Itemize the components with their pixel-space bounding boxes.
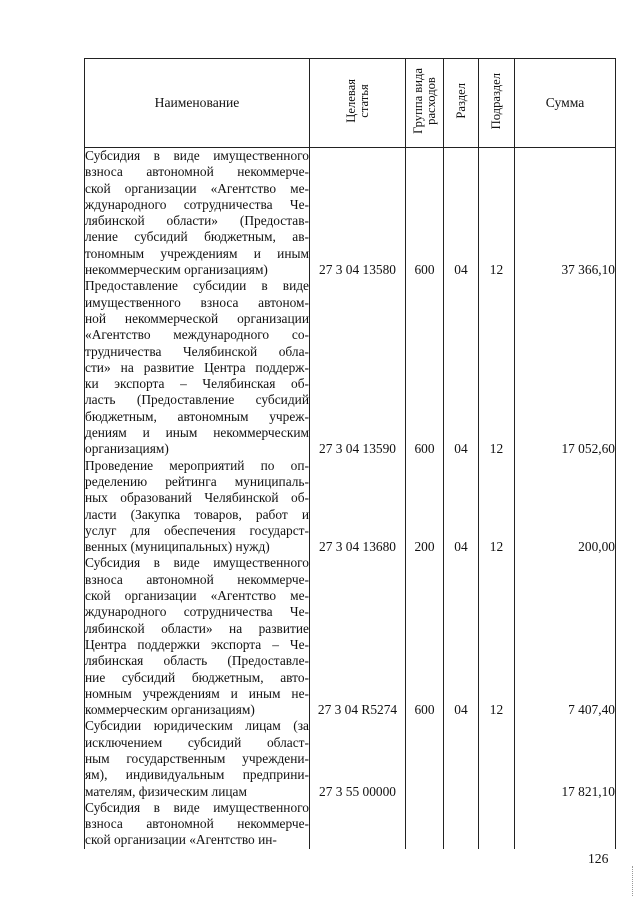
- row-name-line: организациям): [85, 441, 169, 457]
- row-name-line: взноса автономной некоммерче-: [85, 816, 309, 832]
- row-name-line: ление субсидий бюджетным, ав-: [85, 229, 309, 245]
- row-target: 27 3 04 13590: [310, 278, 406, 457]
- row-group: 600: [406, 555, 444, 718]
- scan-artifact: [632, 866, 634, 896]
- row-name-line: ки экспорта – Челябинская об-: [85, 376, 309, 392]
- row-name: [85, 800, 310, 849]
- row-name-line: ным государственным учреждени-: [85, 750, 309, 766]
- row-group: 600: [406, 278, 444, 457]
- row-name: [85, 148, 310, 279]
- table-row: [85, 278, 616, 457]
- row-subsection: [479, 800, 515, 849]
- row-name-line: взноса автономной некоммерче-: [85, 571, 309, 587]
- row-name-line: Субсидия в виде имущественного: [85, 799, 309, 815]
- row-subsection: [479, 718, 515, 799]
- row-name: [85, 555, 310, 718]
- row-name-line: Субсидия в виде имущественного: [85, 148, 309, 163]
- row-name-line: ных образований Челябинской об-: [85, 490, 309, 506]
- row-name-line: лябинской области» на развитие: [85, 620, 309, 636]
- header-target-label: Целевая статья: [343, 78, 371, 123]
- header-sum: Сумма: [515, 59, 616, 148]
- row-name-line: исключением субсидий област-: [85, 734, 309, 750]
- table-header-row: [85, 59, 616, 148]
- row-sum: 37 366,10: [515, 148, 616, 279]
- budget-table: [84, 58, 616, 849]
- row-name-line: Субсидия в виде имущественного: [85, 555, 309, 571]
- row-section: 04: [444, 555, 479, 718]
- header-target: [310, 59, 406, 148]
- header-subsection-label: Подраздел: [489, 72, 503, 130]
- row-name-line: имущественного взноса автоном-: [85, 294, 309, 310]
- row-target: 27 3 55 00000: [310, 718, 406, 799]
- header-section: [444, 59, 479, 148]
- header-group-label: Группа вида расходов: [410, 67, 438, 134]
- row-name-line: коммерческим организациям): [85, 702, 255, 718]
- row-name-line: ской организации «Агентство ме-: [85, 180, 309, 196]
- row-name-line: трудничества Челябинской обла-: [85, 343, 309, 359]
- row-name-line: тономным учреждениям и иным: [85, 245, 309, 261]
- row-name-line: лябинская область (Предоставле-: [85, 653, 309, 669]
- row-name-line: ждународного сотрудничества Че-: [85, 604, 309, 620]
- row-name-line: Предоставление субсидии в виде: [85, 278, 309, 294]
- row-name-line: взноса автономной некоммерче-: [85, 164, 309, 180]
- row-name-line: Субсидии юридическим лицам (за: [85, 718, 309, 734]
- row-target: 27 3 04 R5274: [310, 555, 406, 718]
- row-name: [85, 718, 310, 799]
- row-name-line: ределению рейтинга муниципаль-: [85, 473, 309, 489]
- header-section-label: Раздел: [453, 83, 468, 119]
- row-section: 04: [444, 148, 479, 279]
- row-name: [85, 458, 310, 556]
- table-row: [85, 800, 616, 849]
- row-target: 27 3 04 13580: [310, 148, 406, 279]
- row-subsection: 12: [479, 555, 515, 718]
- page-number: 126: [588, 851, 609, 866]
- row-name-line: номным учреждениям и иным не-: [85, 685, 309, 701]
- row-group: 200: [406, 458, 444, 556]
- row-name-line: ям), индивидуальным предприни-: [85, 767, 309, 783]
- row-name-line: бюджетным, автономным учреж-: [85, 408, 309, 424]
- row-group: [406, 718, 444, 799]
- row-group: [406, 800, 444, 849]
- row-name: [85, 278, 310, 457]
- row-subsection: 12: [479, 458, 515, 556]
- header-name: Наименование: [85, 59, 310, 148]
- table-row: [85, 718, 616, 799]
- row-name-line: услуг для обеспечения государст-: [85, 522, 309, 538]
- row-name-line: некоммерческим организациям): [85, 262, 268, 278]
- row-sum: 7 407,40: [515, 555, 616, 718]
- row-name-line: ласть (Предоставление субсидий: [85, 392, 309, 408]
- row-name-line: «Агентство международного со-: [85, 327, 309, 343]
- row-sum: 17 821,10: [515, 718, 616, 799]
- row-name-line: Проведение мероприятий по оп-: [85, 457, 309, 473]
- row-name-line: ской организации «Агентство ин-: [85, 832, 277, 848]
- row-name-line: сти» на развитие Центра поддерж-: [85, 359, 309, 375]
- row-sum: 200,00: [515, 458, 616, 556]
- row-section: [444, 800, 479, 849]
- row-section: [444, 718, 479, 799]
- row-group: 600: [406, 148, 444, 279]
- row-name-line: Центра поддержки экспорта – Че-: [85, 636, 309, 652]
- row-name-line: ной некоммерческой организации: [85, 310, 309, 326]
- header-subsection: [479, 59, 515, 148]
- table-body: [85, 148, 616, 849]
- row-name-line: ской организации «Агентство ме-: [85, 588, 309, 604]
- row-target: 27 3 04 13680: [310, 458, 406, 556]
- row-section: 04: [444, 458, 479, 556]
- row-name-line: венных (муниципальных) нужд): [85, 539, 270, 555]
- row-target: [310, 800, 406, 849]
- table-row: [85, 555, 616, 718]
- row-name-line: ласти (Закупка товаров, работ и: [85, 506, 309, 522]
- row-name-line: мателям, физическим лицам: [85, 783, 247, 799]
- row-name-line: лябинской области» (Предостав-: [85, 213, 309, 229]
- row-name-line: дениям и иным некоммерческим: [85, 425, 309, 441]
- table-row: [85, 458, 616, 556]
- row-section: 04: [444, 278, 479, 457]
- row-sum: [515, 800, 616, 849]
- row-name-line: ние субсидий бюджетным, авто-: [85, 669, 309, 685]
- row-subsection: 12: [479, 148, 515, 279]
- table-row: [85, 148, 616, 279]
- row-subsection: 12: [479, 278, 515, 457]
- row-name-line: ждународного сотрудничества Че-: [85, 196, 309, 212]
- header-group: [406, 59, 444, 148]
- row-sum: 17 052,60: [515, 278, 616, 457]
